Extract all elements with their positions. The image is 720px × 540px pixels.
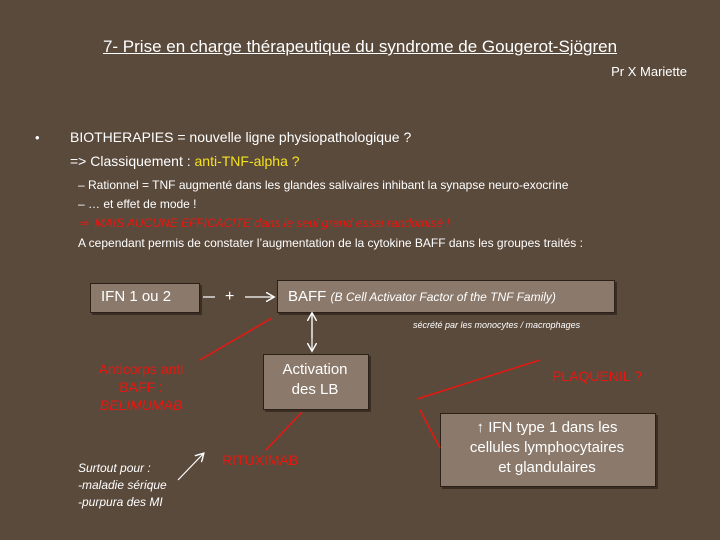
- activation-line2: des LB: [291, 381, 339, 398]
- classic-prefix: => Classiquement :: [70, 153, 195, 169]
- anti-baff-line2: BAFF :: [119, 379, 163, 395]
- ifn-type1-label: [440, 418, 654, 478]
- plaquenil-label: PLAQUENIL ?: [552, 368, 642, 384]
- activation-label: [263, 360, 367, 400]
- rationale-line: – Rationnel = TNF augmenté dans les glandes salivaires inhibant la synapse neuro-exocrine: [78, 178, 569, 192]
- baff-label: [288, 288, 556, 305]
- plus-sign: +: [225, 288, 235, 305]
- arrow-surtout: [178, 454, 203, 480]
- slide-title: 7- Prise en charge thérapeutique du syndrome de Gougerot-Sjögren: [102, 37, 618, 56]
- anti-baff-line3: BELIMUMAB: [99, 397, 183, 413]
- baff-main: BAFF: [288, 288, 331, 305]
- arrow-plaquenil: [417, 360, 540, 399]
- ifn-type1-line1: ↑ IFN type 1 dans les: [476, 419, 618, 436]
- implies-arrow-icon: ⇒: [78, 216, 89, 230]
- baff-increase-line: A cependant permis de constater l’augmentation de la cytokine BAFF dans les groupes traités :: [78, 236, 583, 250]
- rituximab-label: RITUXIMAB: [222, 452, 299, 468]
- no-efficacy-text: MAIS AUCUNE EFFICACITE dans le seul grand essai randomisé !: [94, 216, 450, 230]
- inhibit-rituximab: [266, 412, 302, 450]
- anti-tnf-highlight: anti-TNF-alpha ?: [194, 153, 300, 169]
- ifn-type1-line2: cellules lymphocytaires: [469, 439, 625, 456]
- baff-detail: (B Cell Activator Factor of the TNF Family): [330, 290, 556, 304]
- inhibit-belimumab: [200, 318, 272, 360]
- anti-baff-label: [82, 360, 200, 414]
- secrete-note: sécrété par les monocytes / macrophages: [413, 320, 581, 330]
- surtout-line1: Surtout pour :: [78, 461, 151, 475]
- bullet-point: •: [35, 130, 40, 145]
- ifn-type1-line3: et glandulaires: [498, 459, 596, 476]
- activation-line1: Activation: [282, 361, 348, 378]
- surtout-line2: -maladie sérique: [78, 478, 167, 492]
- biotherapies-heading: BIOTHERAPIES = nouvelle ligne physiopathologique ?: [70, 129, 412, 145]
- anti-baff-line1: Anticorps anti: [98, 361, 184, 377]
- surtout-note: [78, 460, 167, 511]
- surtout-line3: -purpura des MI: [78, 495, 163, 509]
- author-name: Pr X Mariette: [611, 64, 687, 79]
- fashion-line: – … et effet de mode !: [78, 197, 197, 211]
- ifn-label: IFN 1 ou 2: [101, 288, 172, 305]
- arrow-ifn-type1: [420, 410, 440, 448]
